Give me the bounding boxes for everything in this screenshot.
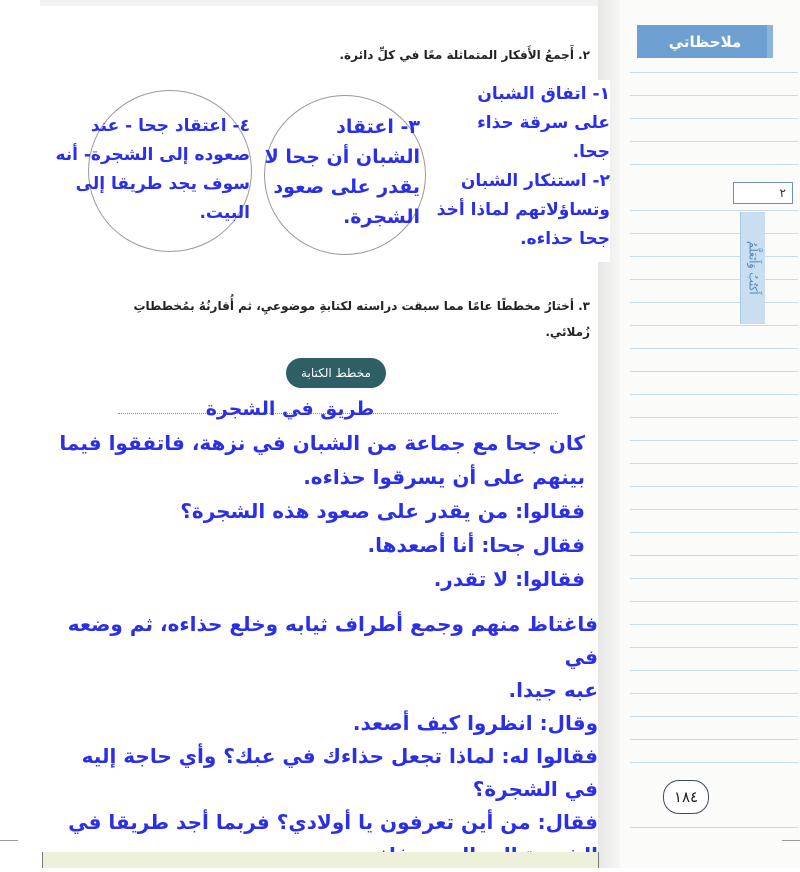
idea-line: البيت.: [199, 203, 250, 223]
writing-plan-tag: مخطط الكتابة: [286, 358, 386, 388]
story-part-2[interactable]: [40, 604, 598, 842]
story-title[interactable]: طريق في الشجرة: [205, 398, 375, 420]
idea-line: جحا.: [572, 142, 610, 162]
story-line: فقال: من أين تعرفون يا أولادي؟ فربما أجد طريقا في: [68, 810, 598, 834]
crop-mark: [0, 840, 18, 841]
notes-line: [630, 555, 798, 556]
notes-line: [630, 509, 798, 510]
notes-line: [630, 325, 798, 326]
idea-block-1-2[interactable]: [430, 80, 610, 262]
exercise3-instruction-line: زُملائي.: [545, 325, 590, 339]
notes-line: [630, 95, 798, 96]
idea-line: صعوده إلى الشجرة- أنه: [55, 145, 250, 165]
story-line: كان جحا مع جماعة من الشبان في نزهة، فاتفقوا فيما: [59, 431, 585, 455]
vertical-section-tab: [740, 212, 765, 324]
idea-line: ٢- استنكار الشبان: [460, 171, 610, 191]
idea-line: ٤- اعتقاد جحا - عند: [90, 116, 250, 136]
notes-line: [630, 371, 798, 372]
story-part-1[interactable]: [55, 426, 585, 596]
notes-line: [630, 141, 798, 142]
notes-line: [630, 233, 798, 234]
idea-line: الشجرة.: [343, 206, 420, 228]
notes-line: [630, 486, 798, 487]
notes-line: [630, 394, 798, 395]
crop-mark: [782, 840, 800, 841]
notes-line: [630, 256, 798, 257]
exercise2-instruction: ٢. أَجمعُ الأَفكار المتماثلة معًا في كلِّ دائرة.: [339, 48, 590, 62]
notes-line: [630, 302, 798, 303]
notes-line: [630, 164, 798, 165]
idea-line: ٣- اعتقاد: [336, 116, 420, 138]
exercise3-instruction: [100, 293, 590, 345]
notes-line: [630, 670, 798, 671]
story-line: في الشجرة؟: [472, 777, 598, 801]
notes-line: [630, 739, 798, 740]
idea-block-4[interactable]: [40, 112, 250, 228]
exercise3-instruction-line: ٣. أختارُ مخططًا عامًا مما سبقت دراسته لكتابةِ موضوعيِ، ثم أُقارنُهُ بمُخططاتِ: [133, 299, 590, 313]
idea-line: جحا حذاءه.: [520, 229, 610, 249]
idea-line: سوف يجد طريقا إلى: [75, 174, 250, 194]
notes-line: [630, 762, 798, 763]
story-line: فقالوا له: لماذا تجعل حذاءك في عبك؟ وأي حاجة إليه: [81, 744, 598, 768]
notes-line: [630, 532, 798, 533]
story-line: فقالوا: لا تقدر.: [433, 567, 585, 591]
notes-line: [630, 279, 798, 280]
story-line: بينهم على أن يسرقوا حذاءه.: [303, 465, 585, 489]
crop-mark: [42, 852, 43, 868]
top-bar: [40, 0, 598, 6]
notes-line: [630, 348, 798, 349]
story-line: فاغتاظ منهم وجمع أطراف ثيابه وخلع حذاءه، ثم وضعه في: [67, 612, 598, 669]
page-box: ٢: [733, 182, 793, 204]
notes-line: [630, 72, 798, 73]
notes-line: [630, 118, 798, 119]
notes-line: [630, 463, 798, 464]
notes-label: ملاحظاتي: [668, 32, 742, 51]
notes-header: [637, 25, 773, 58]
notes-line: [630, 624, 798, 625]
idea-block-3[interactable]: [250, 112, 420, 232]
notes-line: [630, 716, 798, 717]
notes-tab-notch: [767, 25, 773, 58]
notes-line: [630, 693, 798, 694]
idea-line: على سرقة حذاء: [477, 113, 610, 133]
vertical-tab-label: أَكتُبُ وَأَتَعَلَّمُ: [746, 241, 760, 295]
notes-line: [630, 601, 798, 602]
story-line: وقال: انظروا كيف أصعد.: [352, 711, 598, 735]
crop-mark: [598, 852, 599, 868]
story-line: فقال جحا: أنا أصعدها.: [367, 533, 585, 557]
bottom-bar: [42, 852, 598, 868]
notes-sidebar: [620, 0, 800, 868]
notes-line: [630, 827, 798, 828]
idea-line: يقدر على صعود: [273, 176, 420, 198]
idea-line: الشبان أن جحا لا: [264, 146, 420, 168]
notes-line: [630, 417, 798, 418]
notes-line: [630, 210, 798, 211]
story-line: عبه جيدا.: [508, 678, 598, 702]
story-line: فقالوا: من يقدر على صعود هذه الشجرة؟: [180, 499, 585, 523]
notes-line: [630, 578, 798, 579]
notes-line: [630, 647, 798, 648]
notes-line: [630, 440, 798, 441]
idea-line: ١- اتفاق الشبان: [477, 84, 610, 104]
idea-line: وتساؤلاتهم لماذا أخذ: [436, 200, 610, 220]
page-number: ١٨٤: [663, 780, 709, 814]
